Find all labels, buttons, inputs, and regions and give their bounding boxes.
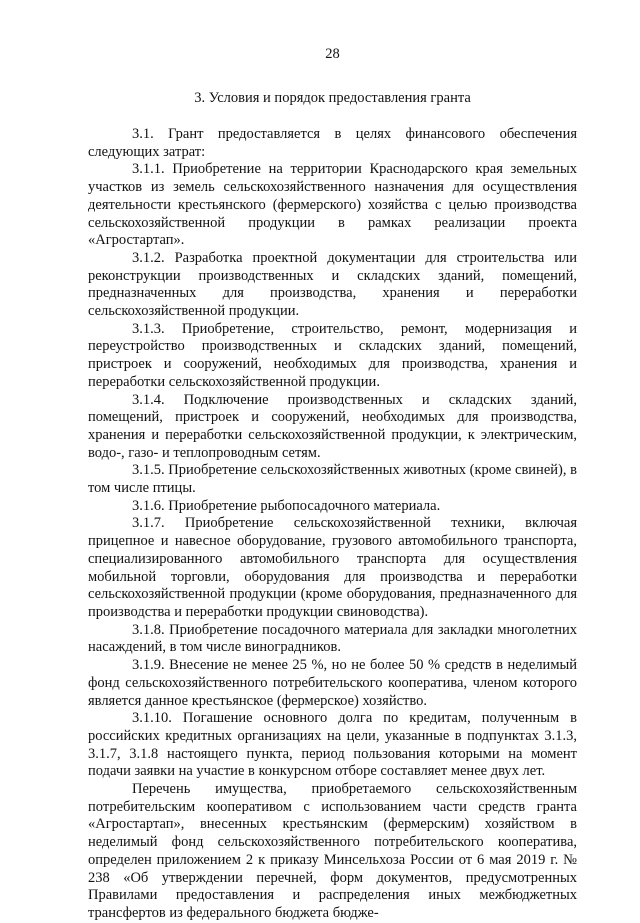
- body-text: [88, 126, 577, 923]
- paragraph-3-1: 3.1. Грант предоставляется в целях финансового обеспечения следующих затрат:: [88, 126, 577, 160]
- section-title: 3. Условия и порядок предоставления гранта: [194, 90, 471, 106]
- paragraph-3-1-2: 3.1.2. Разработка проектной документации для строительства или реконструкции производственных и складских зданий, помещений, предназначенных для производства, хранения и переработки сельскохозяйственной продукции.: [88, 249, 577, 320]
- paragraph-3-1-1: 3.1.1. Приобретение на территории Краснодарского края земельных участков из земель сельскохозяйственного назначения для осуществления деятельности крестьянского (фермерского) хозяйства с целью производства сельскохозяйственной продукции в рамках реализации проекта «Агростартап».: [88, 161, 577, 249]
- page-number: 28: [325, 46, 340, 62]
- paragraph-3-1-10: 3.1.10. Погашение основного долга по кредитам, полученным в российских кредитных организациях на цели, указанные в подпунктах 3.1.3, 3.1.7, 3.1.8 настоящего пункта, период пользования которыми на момент подачи заявки на участие в конкурсном отборе составляет менее двух лет.: [88, 710, 577, 780]
- paragraph-property-list: Перечень имущества, приобретаемого сельскохозяйственным потребительским кооперативом с использованием части средств гранта «Агростартап», внесенных крестьянским (фермерским) хозяйством в неделимый фонд сельскохозяйственного потребительского кооператива, определен приложением 2 к приказу Минсельхоза России от 6 мая 2019 г. № 238 «Об утверждении перечней, форм документов, предусмотренных Правилами предоставления и распределения иных межбюджетных трансфертов из федерального бюджета бюдже-: [88, 781, 577, 921]
- paragraph-3-1-4: 3.1.4. Подключение производственных и складских зданий, помещений, пристроек и сооружений, необходимых для производства, хранения и переработки сельскохозяйственной продукции, к электрическим, водо-, газо- и теплопроводным сетям.: [88, 391, 577, 461]
- paragraph-3-1-3: 3.1.3. Приобретение, строительство, ремонт, модернизация и переустройство производственных и складских зданий, помещений, пристроек и сооружений, необходимых для производства, хранения и переработки сельскохозяйственной продукции.: [88, 320, 577, 390]
- paragraph-3-1-9: 3.1.9. Внесение не менее 25 %, но не более 50 % средств в неделимый фонд сельскохозяйственного потребительского кооператива, членом которого является данное крестьянское (фермерское) хозяйство.: [88, 657, 577, 709]
- paragraph-3-1-7: 3.1.7. Приобретение сельскохозяйственной техники, включая прицепное и навесное оборудование, грузового автомобильного транспорта, специализированного автомобильного транспорта для осуществления мобильной торговли, оборудования для производства и переработки сельскохозяйственной продукции (кроме оборудования, предназначенного для производства и переработки продукции свиноводства).: [88, 515, 577, 620]
- paragraph-3-1-8: 3.1.8. Приобретение посадочного материала для закладки многолетних насаждений, в том числе виноградников.: [88, 621, 577, 656]
- paragraph-3-1-5: 3.1.5. Приобретение сельскохозяйственных животных (кроме свиней), в том числе птицы.: [88, 462, 577, 497]
- paragraph-3-1-6: 3.1.6. Приобретение рыбопосадочного материала.: [132, 497, 441, 514]
